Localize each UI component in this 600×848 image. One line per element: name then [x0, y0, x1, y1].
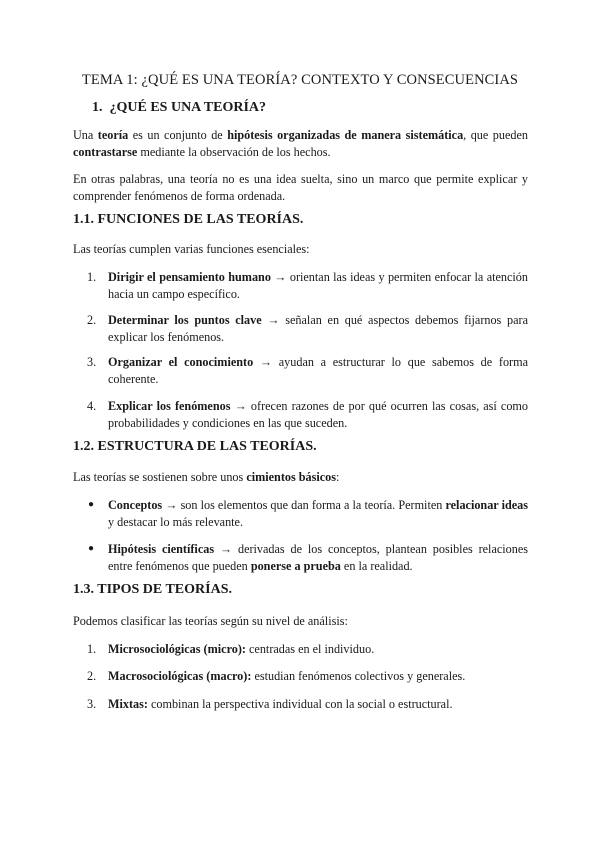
section-1-2-intro [73, 469, 528, 486]
text-run: : [336, 470, 340, 484]
list-number: 4. [87, 399, 97, 413]
list-item [87, 668, 528, 685]
list-bold: ponerse a prueba [250, 558, 341, 573]
bold-term: teoría [97, 128, 129, 142]
section-1-title: ¿QUÉ ES UNA TEORÍA? [109, 100, 267, 115]
list-number: 1. [87, 270, 97, 284]
list-item [87, 354, 528, 387]
bullet-item [88, 497, 528, 530]
list-text: y destacar lo más relevante. [108, 514, 244, 529]
list-number: 3. [87, 697, 97, 711]
section-1-1-intro: Las teorías cumplen varias funciones esenciales: [73, 242, 310, 256]
list-bold: Explicar los fenómenos [108, 399, 231, 413]
list-text: en la realidad. [340, 558, 413, 573]
text-run: , que pueden [463, 128, 528, 142]
list-number: 2. [87, 313, 97, 327]
list-bold: relacionar ideas [445, 498, 528, 512]
list-text: → son los elementos que dan forma a la teoría. Permiten [162, 498, 446, 512]
list-item [87, 269, 528, 302]
list-bold: Determinar los puntos clave [108, 313, 262, 327]
bold-term: contrastarse [73, 144, 138, 159]
bold-term: hipótesis organizadas de manera sistemática [227, 128, 464, 142]
text-run: Las teorías se sostienen sobre unos [73, 470, 247, 484]
list-bold: Conceptos [108, 498, 163, 512]
list-text: combinan la perspectiva individual con la social o estructural. [147, 697, 453, 711]
list-number: 1. [87, 642, 97, 656]
list-bold: Macrosociológicas (macro): [108, 669, 252, 683]
list-bold: Microsociológicas (micro): [108, 642, 246, 656]
list-bold: Dirigir el pensamiento humano [108, 270, 271, 284]
list-text: → orientan las ideas y permiten enfocar la atención hacia un campo específico. [108, 270, 528, 301]
explanation-paragraph: En otras palabras, una teoría no es una idea suelta, sino un marco que permite explicar y comprender fenómenos de forma ordenada. [73, 172, 528, 203]
text-run: mediante la observación de los hechos. [137, 144, 331, 159]
bullet-icon: ● [88, 543, 95, 554]
section-1-heading [92, 100, 266, 116]
list-bold: Organizar el conocimiento [108, 355, 254, 369]
list-text: centradas en el individuo. [245, 642, 375, 656]
list-text: → ayudan a estructurar lo que sabemos de forma coherente. [108, 355, 528, 386]
list-bold: Mixtas: [108, 697, 148, 711]
document-title: TEMA 1: ¿QUÉ ES UNA TEORÍA? CONTEXTO Y CONSECUENCIAS [81, 72, 519, 88]
list-number: 2. [87, 669, 97, 683]
list-text: → ofrecen razones de por qué ocurren las cosas, así como probabilidades y condiciones en las que suceden. [108, 399, 528, 430]
list-item [87, 696, 528, 713]
section-1-1-heading: 1.1. FUNCIONES DE LAS TEORÍAS. [73, 212, 304, 227]
definition-paragraph [73, 127, 528, 160]
list-text: → derivadas de los conceptos, plantean posibles relaciones entre fenómenos que pueden [108, 542, 528, 573]
bullet-item [88, 541, 528, 574]
list-text: estudian fenómenos colectivos y generales. [251, 669, 466, 683]
section-1-3-heading: 1.3. TIPOS DE TEORÍAS. [73, 582, 232, 597]
list-item [87, 312, 528, 345]
section-1-number: 1. [92, 100, 103, 115]
list-text: → señalan en qué aspectos debemos fijarnos para explicar los fenómenos. [108, 313, 528, 344]
bullet-icon: ● [88, 499, 95, 510]
list-number: 3. [87, 355, 97, 369]
section-1-3-intro: Podemos clasificar las teorías según su nivel de análisis: [73, 614, 348, 628]
bold-term: cimientos básicos [246, 470, 337, 484]
section-1-2-heading: 1.2. ESTRUCTURA DE LAS TEORÍAS. [73, 439, 317, 454]
list-item [87, 398, 528, 431]
list-bold: Hipótesis científicas [108, 542, 215, 556]
text-run: es un conjunto de [128, 128, 228, 142]
list-item [87, 641, 528, 658]
text-run: Una [73, 128, 98, 142]
